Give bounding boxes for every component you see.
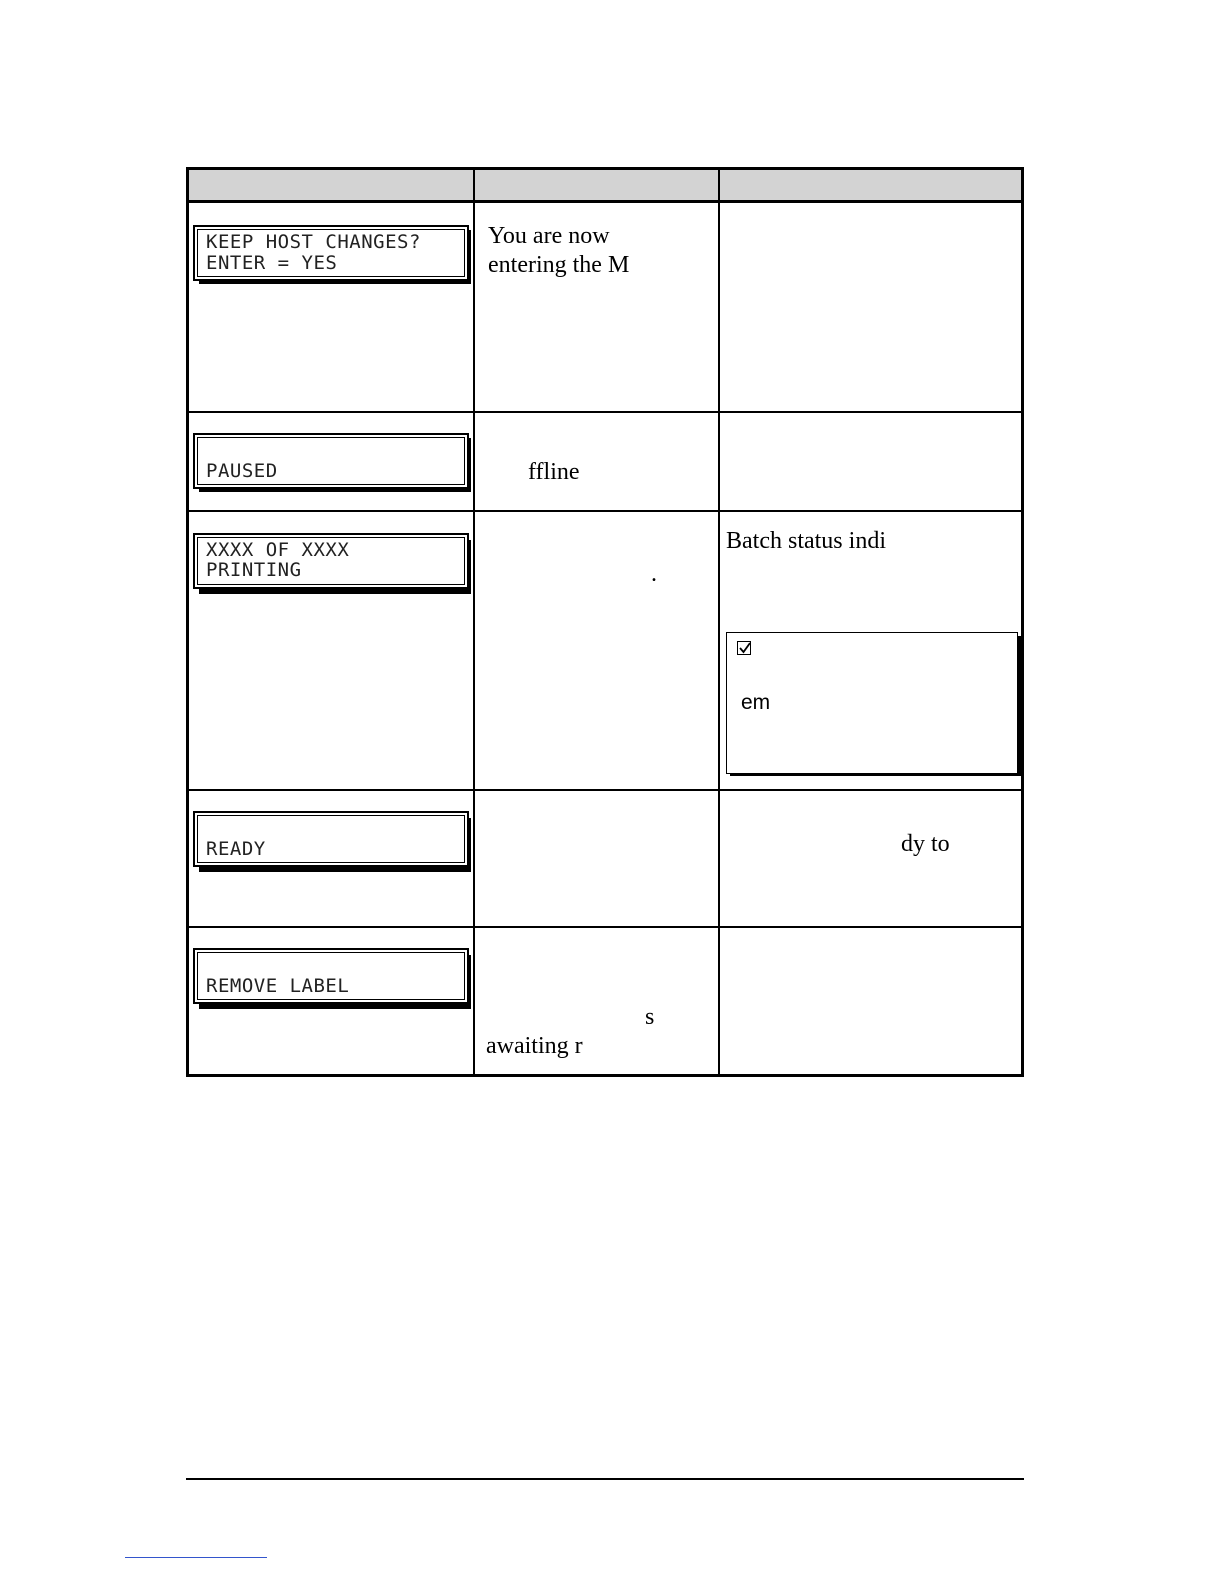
- description-text: s: [645, 1004, 655, 1030]
- lcd-display: [193, 533, 469, 589]
- column-divider: [718, 170, 720, 1074]
- notes-text: dy to: [901, 831, 950, 857]
- lcd-display: [193, 433, 469, 489]
- column-divider: [473, 170, 475, 1074]
- row-divider: [189, 926, 1021, 928]
- lcd-display: [193, 811, 469, 867]
- lcd-line-2: PAUSED: [206, 460, 278, 482]
- footer-rule: [186, 1478, 1024, 1480]
- description-text: entering the M: [488, 252, 630, 278]
- lcd-line-1: KEEP HOST CHANGES?: [206, 231, 421, 253]
- description-text: .: [651, 561, 657, 587]
- lcd-line-1: XXXX OF XXXX: [206, 539, 350, 561]
- notes-text: Batch status indi: [726, 528, 886, 554]
- lcd-line-2: PRINTING: [206, 559, 302, 581]
- lcd-line-2: ENTER = YES: [206, 252, 338, 274]
- table-header-row: [189, 170, 1021, 203]
- description-text: ffline: [528, 459, 580, 485]
- row-divider: [189, 411, 1021, 413]
- checkbox-icon: [737, 641, 751, 655]
- note-text: em: [741, 691, 771, 714]
- description-text: awaiting r: [486, 1033, 583, 1059]
- lcd-line-2: READY: [206, 838, 266, 860]
- row-divider: [189, 510, 1021, 512]
- lcd-line-2: REMOVE LABEL: [206, 975, 350, 997]
- row-divider: [189, 789, 1021, 791]
- footer-link-underline[interactable]: [125, 1557, 267, 1558]
- description-text: You are now: [488, 223, 610, 249]
- lcd-display: [193, 948, 469, 1004]
- lcd-display: [193, 225, 469, 281]
- note-box: [726, 632, 1018, 774]
- status-message-table: [186, 167, 1024, 1077]
